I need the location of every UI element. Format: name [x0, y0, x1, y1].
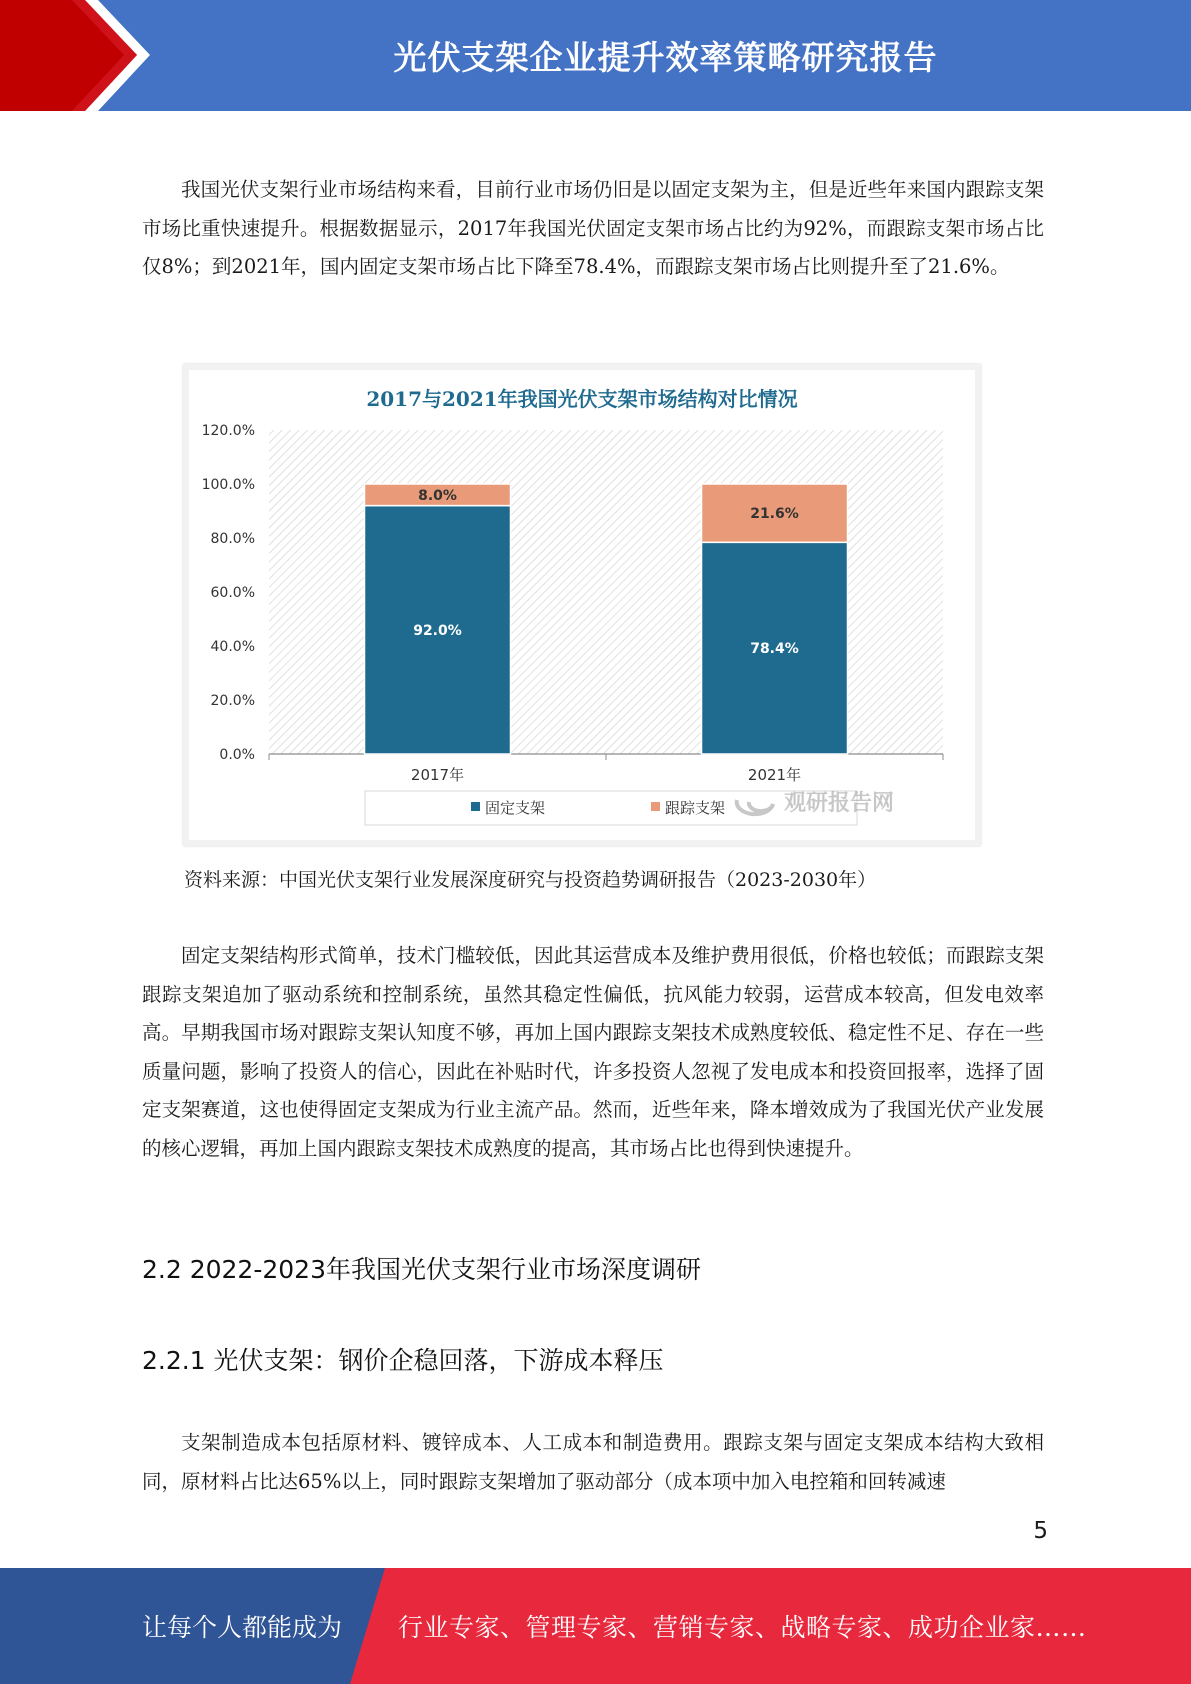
y-tick-label: 20.0%: [210, 693, 255, 709]
chart-svg: [189, 370, 975, 840]
y-tick-label: 40.0%: [210, 639, 255, 655]
page-footer: [0, 1568, 1191, 1684]
chart-title: 2017与2021年我国光伏支架市场结构对比情况: [366, 387, 798, 411]
legend-label: 固定支架: [485, 799, 546, 817]
x-tick-label: 2017年: [410, 766, 465, 784]
y-tick-label: 120.0%: [201, 423, 255, 439]
y-tick-label: 80.0%: [210, 531, 255, 547]
report-title: 光伏支架企业提升效率策略研究报告: [393, 38, 938, 77]
y-tick-label: 60.0%: [210, 585, 255, 601]
data-label: 8.0%: [418, 487, 457, 504]
source-note: 资料来源：中国光伏支架行业发展深度研究与投资趋势调研报告（2023-2030年）: [184, 869, 877, 891]
chart-area: [189, 370, 975, 840]
footer-slogan-right: 行业专家、管理专家、营销专家、战略专家、成功企业家……: [398, 1613, 1087, 1642]
body-paragraph-3: 支架制造成本包括原材料、镀锌成本、人工成本和制造费用。跟踪支架与固定支架成本结构大致相同，原材料占比达65%以上，同时跟踪支架增加了驱动部分（成本项中加入电控箱和回转减速: [142, 1431, 1044, 1493]
market-structure-chart: [183, 364, 981, 846]
footer-slogan-left: 让每个人都能成为: [142, 1613, 343, 1642]
legend-swatch: [651, 802, 660, 811]
y-tick-label: 0.0%: [219, 747, 255, 763]
y-tick-label: 100.0%: [201, 477, 255, 493]
watermark-text: 观研报告网: [784, 791, 895, 816]
section-heading-2-2-1: 2.2.1 光伏支架：钢价企稳回落，下游成本释压: [142, 1346, 664, 1375]
section-heading-2-2: 2.2 2022-2023年我国光伏支架行业市场深度调研: [142, 1255, 701, 1284]
data-label: 92.0%: [413, 622, 462, 639]
legend-label: 跟踪支架: [665, 799, 726, 817]
page-number: 5: [1033, 1518, 1048, 1544]
x-tick-label: 2021年: [747, 766, 802, 784]
header-arrow-decoration: [0, 0, 150, 111]
legend-swatch: [471, 802, 480, 811]
page-header: [0, 0, 1191, 111]
intro-paragraph: 我国光伏支架行业市场结构来看，目前行业市场仍旧是以固定支架为主，但是近些年来国内跟踪支架市场比重快速提升。根据数据显示，2017年我国光伏固定支架市场占比约为92%，而跟踪支架市场占比仅8%；到2021年，国内固定支架市场占比下降至78.4%，而跟踪支架市场占比则提升至了21.6%。: [142, 178, 1044, 278]
data-label: 78.4%: [750, 641, 799, 658]
data-label: 21.6%: [750, 506, 799, 523]
body-paragraph-2: 固定支架结构形式简单，技术门槛较低，因此其运营成本及维护费用很低，价格也较低；而跟踪支架跟踪支架追加了驱动系统和控制系统，虽然其稳定性偏低，抗风能力较弱，运营成本较高，但发电效率高。早期我国市场对跟踪支架认知度不够，再加上国内跟踪支架技术成熟度较低、稳定性不足、存在一些质量问题，影响了投资人的信心，因此在补贴时代，许多投资人忽视了发电成本和投资回报率，选择了固定支架赛道，这也使得固定支架成为行业主流产品。然而，近些年来，降本增效成为了我国光伏产业发展的核心逻辑，再加上国内跟踪支架技术成熟度的提高，其市场占比也得到快速提升。: [142, 944, 1044, 1160]
